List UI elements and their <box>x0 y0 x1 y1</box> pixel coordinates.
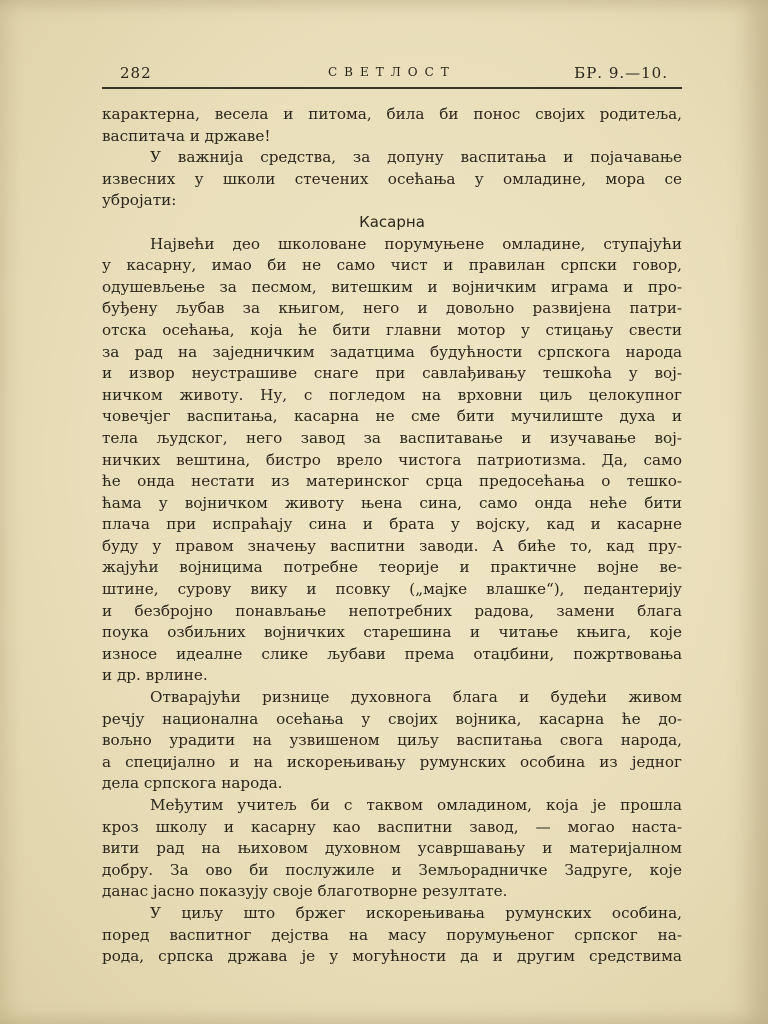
text-line: У важнија средства, за допуну васпитања и појачавање <box>150 148 682 167</box>
page-number: 282 <box>120 64 152 82</box>
text-line: за рад на заједничким задатцима будућности српскога народа <box>102 342 682 361</box>
text-line: У циљу што бржег искорењивања румунских особина, <box>150 903 682 922</box>
text-line: у касарну, имао би не само чист и правилан српски говор, <box>102 256 682 275</box>
text-line: а специјално и на искорењивању румунских особина из једног <box>102 752 682 771</box>
issue-number: БР. 9.—10. <box>574 64 668 82</box>
text-line: добру. За ово би послужиле и Земљорадничке Задруге, које <box>102 860 682 879</box>
text-line: васпитача и државе! <box>102 126 271 145</box>
text-line: и извор неустрашиве снаге при савлађивању тешкоћа у вој- <box>102 364 682 383</box>
running-header <box>102 64 682 86</box>
text-line: ничких вештина, бистро врело чистога патриотизма. Да, само <box>102 450 682 469</box>
journal-title: СВЕТЛОСТ <box>328 65 456 79</box>
text-line: Међутим учитељ би с таквом омладином, која је прошла <box>150 796 682 814</box>
text-line: износе идеалне слике љубави према отаџбини, пожртвовања <box>102 644 682 663</box>
text-line: данас јасно показују своје благотворне резултате. <box>102 882 508 901</box>
text-line: и др. врлине. <box>102 666 208 685</box>
text-line: дела српскога народа. <box>102 774 283 793</box>
text-line: буду у правом значењу васпитни заводи. А биће то, кад пру- <box>102 536 682 555</box>
text-line: ничком животу. Ну, с погледом на врховни циљ целокупног <box>102 385 682 404</box>
text-line: ћама у војничком животу њена сина, само онда неће бити <box>102 493 682 512</box>
text-line: речју национална осећања у својих војника, касарна ће до- <box>102 709 682 728</box>
header-rule <box>102 87 682 89</box>
text-line: ће онда нестати из материнског срца предосећања о тешко- <box>102 472 682 491</box>
text-line: поука озбиљних војничких старешина и читање књига, које <box>102 623 682 642</box>
text-line: поред васпитног дејства на масу порумуњеног српског на- <box>102 925 682 944</box>
text-line: човечјег васпитања, касарна не сме бити мучилиште духа и <box>102 407 682 426</box>
text-line: и безбројно понављање непотребних радова, замени блага <box>102 601 682 620</box>
text-line: вољно урадити на узвишеном циљу васпитања свога народа, <box>102 731 682 750</box>
text-line: вити рад на њиховом духовном усавршавању и материјалном <box>102 839 682 858</box>
text-line: плача при испраћају сина и брата у војску, кад и касарне <box>102 515 682 534</box>
text-line: буђену љубав за књигом, него и довољно развијена патри- <box>102 299 682 318</box>
text-line: штине, сурову вику и псовку („мајке влашке“), педантерију <box>102 580 682 599</box>
text-line: извесних у школи стечених осећања у омладине, мора се <box>102 169 682 188</box>
section-heading: Касарна <box>359 212 425 231</box>
text-line: кроз школу и касарну као васпитни завод, — могао наста- <box>102 817 682 836</box>
body-text <box>102 104 682 968</box>
text-line: жајући војницима потребне теорије и практичне војне ве- <box>102 558 682 577</box>
text-line: рода, српска држава је у могућности да и другим средствима <box>102 947 682 966</box>
text-line: Отварајући ризнице духовнога блага и будећи живом <box>150 688 682 707</box>
text-line: карактерна, весела и питома, била би понос својих родитеља, <box>102 105 682 123</box>
text-line: одушевљење за песмом, витешким и војничким играма и про- <box>102 277 682 296</box>
text-line: Највећи део школоване порумуњене омладине, ступајући <box>150 234 682 253</box>
text-line: убројати: <box>102 191 177 210</box>
text-line: отска осећања, која ће бити главни мотор у стицању свести <box>102 320 682 339</box>
text-line: тела људског, него завод за васпитавање и изучавање вој- <box>102 428 682 447</box>
